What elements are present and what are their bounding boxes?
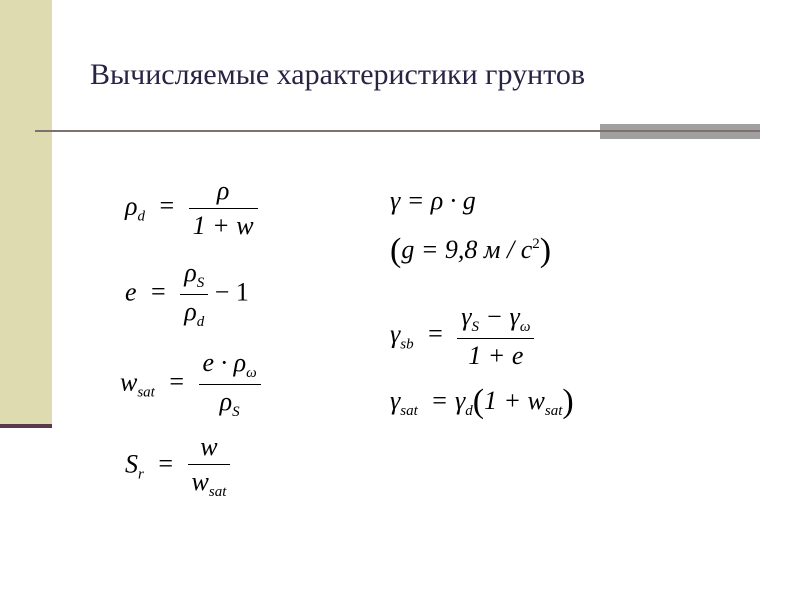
formula-fraction [199, 348, 261, 421]
formula-unit-weight [390, 186, 476, 216]
formula-fraction [188, 432, 231, 501]
formula-numerator-sub: S [196, 275, 205, 291]
formula-close-paren: ) [539, 232, 552, 269]
formula-numerator: ρ [184, 258, 197, 287]
formula-equals: = [169, 367, 185, 397]
formula-denominator-sub: S [232, 404, 240, 420]
formula-unit: м / с [483, 235, 533, 264]
formula-close-paren: ) [562, 383, 574, 420]
formula-denominator: ρ [219, 387, 233, 416]
formula-lhs: S [125, 449, 138, 479]
formula-lhs-sub: d [137, 208, 145, 225]
formula-open-paren: ( [390, 232, 402, 269]
formula-numerator-sub: ω [246, 365, 257, 381]
formula-numerator-op: − γ [485, 302, 520, 331]
formula-lhs-sub: sb [400, 336, 414, 353]
formula-numerator: ρ [216, 176, 230, 205]
formula-inner-sub: sat [544, 403, 563, 419]
formula-gravity-value [390, 232, 551, 270]
formula-rhs: γ [454, 386, 466, 415]
formula-lhs: w [120, 367, 138, 397]
sidebar-decoration [0, 0, 52, 426]
formula-fraction [180, 258, 208, 331]
title-rule-accent [600, 130, 760, 132]
formula-saturation-degree [125, 432, 230, 501]
sidebar-shadow [0, 424, 52, 428]
formula-denominator: 1 + e [468, 341, 524, 370]
slide-title: Вычисляемые характеристики грунтов [90, 58, 586, 91]
formula-unit-sup: 2 [532, 236, 540, 252]
formula-numerator-a: γ [461, 302, 472, 331]
formula-open-paren: ( [472, 383, 485, 420]
formula-numerator-b-sub: ω [519, 319, 531, 335]
formula-numerator: w [200, 432, 218, 461]
formula-lhs: ρ [125, 191, 138, 221]
formula-fraction [189, 176, 258, 241]
formula-lhs-sub: sat [137, 384, 155, 401]
formula-denominator-sub: sat [208, 484, 227, 500]
formula-tail: − 1 [214, 277, 249, 307]
formula-lhs: e [125, 277, 137, 307]
formula-lhs: γ [390, 319, 401, 349]
formula-equals: = [432, 386, 447, 415]
formula-saturated-moisture [120, 348, 261, 421]
formula-saturated-weight [390, 383, 574, 421]
formula-rhs-sub: d [465, 403, 473, 419]
formula-denominator: ρ [184, 297, 197, 326]
formula-submerged-weight [390, 302, 534, 371]
formula-fraction [457, 302, 534, 371]
formula-text: γ = ρ · g [390, 186, 476, 215]
formula-lhs-sub: r [138, 466, 144, 483]
formula-text: g = 9,8 [401, 235, 484, 264]
formula-dry-density [125, 176, 258, 241]
formula-lhs-sub: sat [400, 403, 418, 419]
formula-lhs: γ [390, 386, 401, 415]
formula-denominator: w [191, 467, 209, 496]
formula-numerator: e · ρ [202, 348, 247, 377]
formula-inner: 1 + w [484, 386, 545, 415]
formula-equals: = [158, 449, 174, 479]
formula-equals: = [159, 191, 175, 221]
formula-denominator: 1 + w [192, 211, 254, 240]
formula-equals: = [428, 319, 443, 349]
formula-equals: = [151, 277, 166, 307]
formula-denominator-sub: d [196, 314, 205, 330]
formula-numerator-a-sub: S [471, 319, 480, 335]
formula-void-ratio [125, 258, 249, 331]
